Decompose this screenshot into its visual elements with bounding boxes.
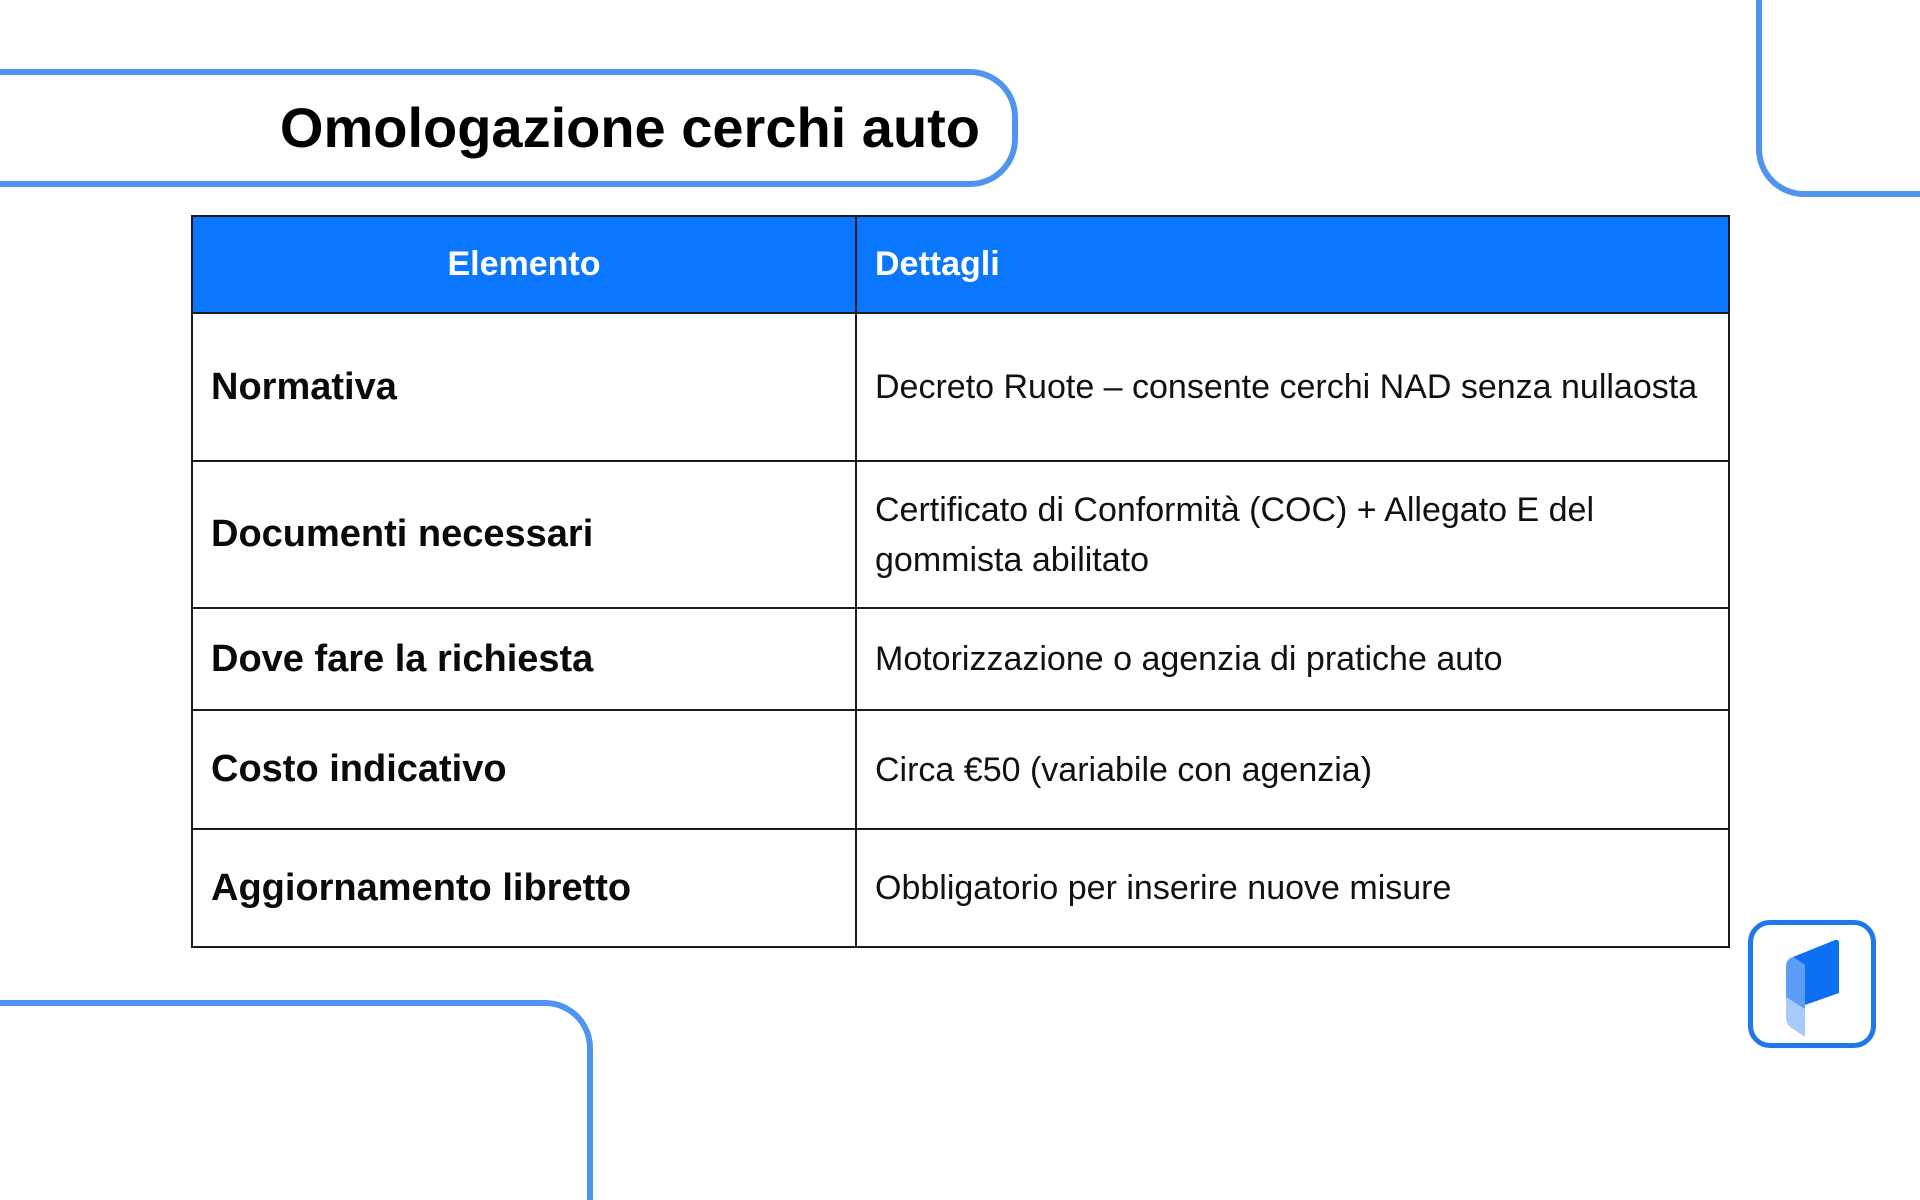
row-element-label: Dove fare la richiesta <box>192 608 856 710</box>
column-header-dettagli: Dettagli <box>856 216 1729 313</box>
row-details-text: Certificato di Conformità (COC) + Allegato E del gommista abilitato <box>856 461 1729 608</box>
row-element-label: Costo indicativo <box>192 710 856 829</box>
table-row <box>192 313 1729 461</box>
corner-decoration-bottom-left <box>0 1000 593 1200</box>
table-row <box>192 710 1729 829</box>
table-row <box>192 829 1729 947</box>
row-details-text: Obbligatorio per inserire nuove misure <box>856 829 1729 947</box>
row-details-text: Decreto Ruote – consente cerchi NAD senza nullaosta <box>856 313 1729 461</box>
brand-flag-logo-icon <box>1753 925 1871 1043</box>
omologazione-table <box>191 215 1730 948</box>
row-element-label: Aggiornamento libretto <box>192 829 856 947</box>
row-element-label: Documenti necessari <box>192 461 856 608</box>
table-header-row <box>192 216 1729 313</box>
brand-logo <box>1748 920 1876 1048</box>
title-container <box>200 92 980 164</box>
corner-decoration-top-right <box>1756 0 1920 197</box>
table-row <box>192 608 1729 710</box>
row-details-text: Motorizzazione o agenzia di pratiche auto <box>856 608 1729 710</box>
row-element-label: Normativa <box>192 313 856 461</box>
page-title: Omologazione cerchi auto <box>279 96 980 159</box>
row-details-text: Circa €50 (variabile con agenzia) <box>856 710 1729 829</box>
column-header-elemento: Elemento <box>192 216 856 313</box>
table-row <box>192 461 1729 608</box>
